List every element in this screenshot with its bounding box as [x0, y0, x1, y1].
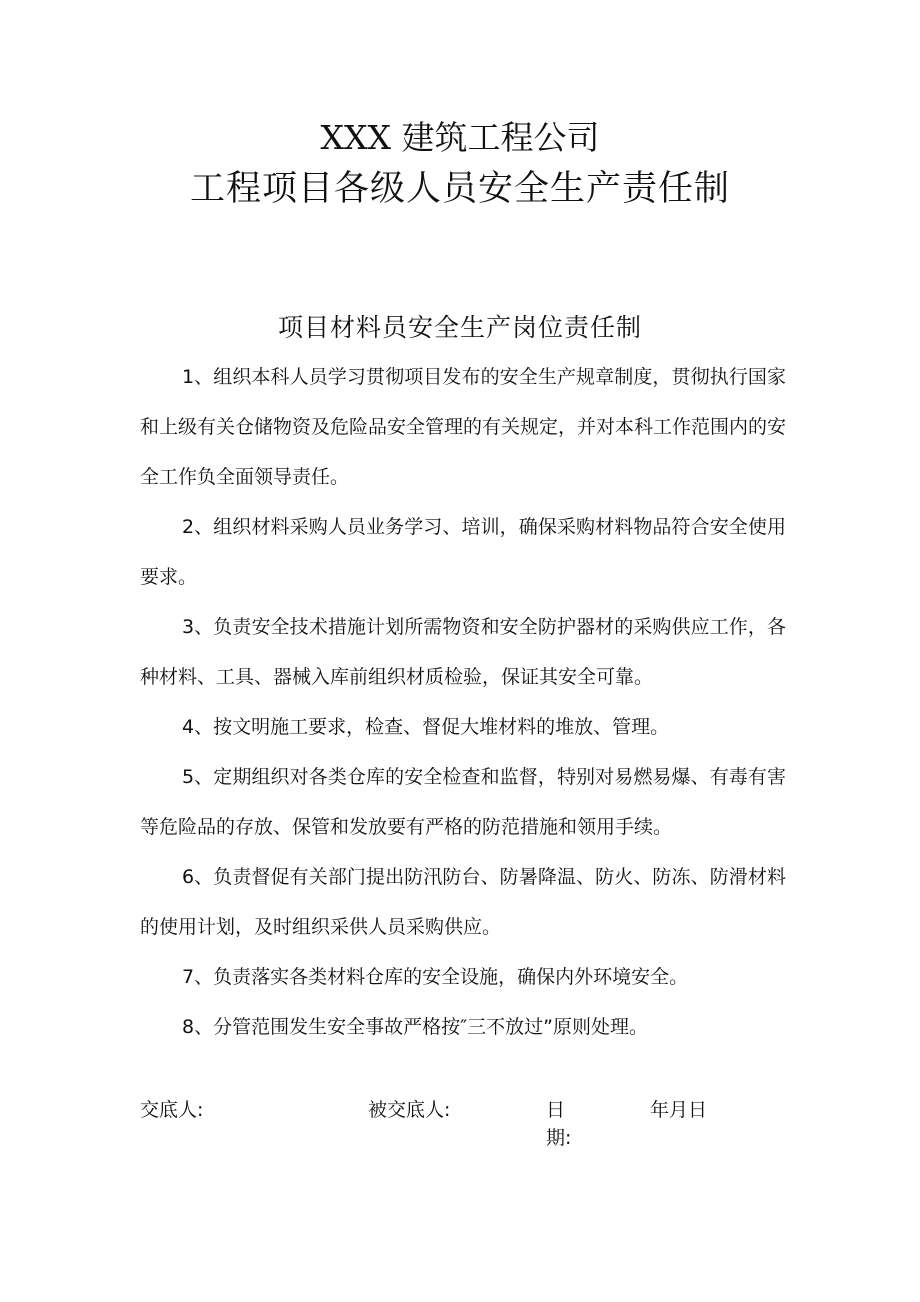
list-item: 5、定期组织对各类仓库的安全检查和监督，特别对易燃易爆、有毒有害等危险品的存放、保管和发放要有严格的防范措施和领用手续。: [140, 766, 786, 838]
list-item: 7、负责落实各类材料仓库的安全设施，确保内外环境安全。: [182, 966, 689, 988]
section-title: 项目材料员安全生产岗位责任制: [277, 313, 642, 342]
list-item: 1、组织本科人员学习贯彻项目发布的安全生产规章制度，贯彻执行国家和上级有关仓储物资及危险品安全管理的有关规定，并对本科工作范围内的安全工作负全面领导责任。: [140, 366, 787, 488]
date-value: 年月日: [650, 1099, 708, 1121]
company-name: XXX 建筑工程公司: [320, 118, 600, 157]
signature-footer: [140, 1096, 800, 1156]
handover-by-label: 交底人:: [140, 1099, 204, 1121]
document-title: 工程项目各级人员安全生产责任制: [189, 169, 730, 209]
list-item: 8、分管范围发生安全事故严格按″三不放过”原则处理。: [182, 1016, 649, 1038]
responsibility-list: [140, 352, 786, 1052]
list-item: 4、按文明施工要求，检查、督促大堆材料的堆放、管理。: [182, 716, 670, 738]
list-item: 3、负责安全技术措施计划所需物资和安全防护器材的采购供应工作，各种材料、工具、器械入库前组织材质检验，保证其安全可靠。: [140, 616, 786, 688]
list-item: 2、组织材料采购人员业务学习、培训，确保采购材料物品符合安全使用要求。: [140, 516, 786, 588]
date-label: 日期:: [546, 1099, 572, 1149]
received-by-label: 被交底人:: [368, 1099, 451, 1121]
list-item: 6、负责督促有关部门提出防汛防台、防暑降温、防火、防冻、防滑材料的使用计划，及时组织采供人员采购供应。: [140, 866, 786, 938]
